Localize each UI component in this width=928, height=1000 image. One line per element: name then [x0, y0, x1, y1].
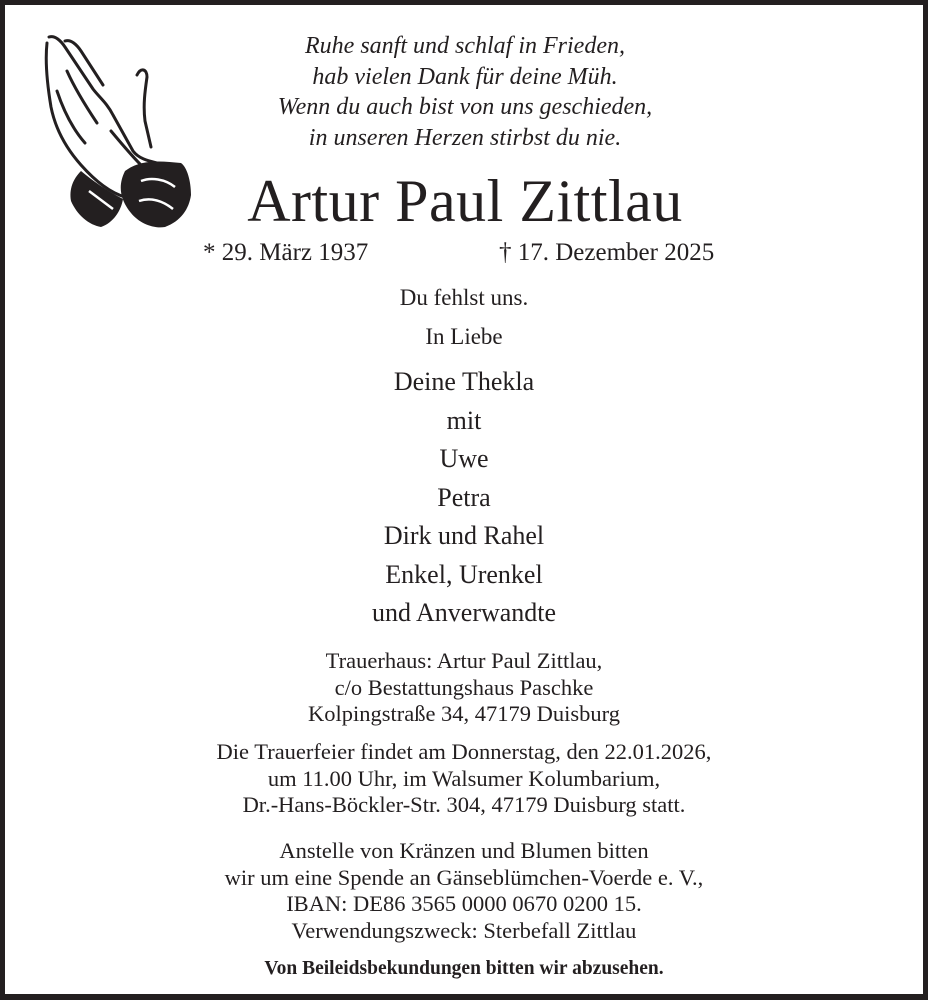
mourner: Enkel, Urenkel [385, 559, 543, 589]
funeral-ceremony-info [5, 739, 923, 819]
death-date: † 17. Dezember 2025 [499, 239, 715, 266]
donation-line: Verwendungszweck: Sterbefall Zittlau [291, 917, 637, 943]
donation-line: IBAN: DE86 3565 0000 0670 0200 15. [286, 891, 642, 916]
condolence-note: Von Beileidsbekundungen bitten wir abzusehen. [264, 958, 664, 979]
closing: In Liebe [425, 324, 503, 349]
donation-request [5, 838, 923, 944]
mourner: Dirk und Rahel [383, 521, 545, 550]
address-line: c/o Bestattungshaus Paschke [334, 674, 594, 700]
mourner: Petra [437, 482, 491, 512]
address-line: Trauerhaus: Artur Paul Zittlau, [325, 648, 603, 673]
mourning-house-address [5, 648, 923, 728]
poem-line: in unseren Herzen stirbst du nie. [308, 124, 622, 151]
address-line: Kolpingstraße 34, 47179 Duisburg [307, 701, 621, 726]
poem-line: hab vielen Dank für deine Müh. [312, 63, 618, 90]
message: Du fehlst uns. [399, 285, 529, 310]
ceremony-line: Die Trauerfeier findet am Donnerstag, den 22.01.2026, [216, 739, 712, 764]
ceremony-line: um 11.00 Uhr, im Walsumer Kolumbarium, [267, 765, 661, 791]
deceased-name: Artur Paul Zittlau [247, 168, 683, 234]
birth-date: * 29. März 1937 [203, 239, 369, 266]
mourner: mit [446, 405, 482, 435]
obituary-notice [5, 5, 923, 994]
donation-line: wir um eine Spende an Gänseblümchen-Voerde e. V., [224, 864, 704, 890]
mourner: Uwe [439, 444, 489, 473]
mourner: Deine Thekla [393, 367, 535, 396]
poem-line: Ruhe sanft und schlaf in Frieden, [305, 33, 625, 59]
ceremony-line: Dr.-Hans-Böckler-Str. 304, 47179 Duisburg statt. [242, 792, 686, 817]
mourner: und Anverwandte [371, 598, 557, 627]
mourners-list [5, 363, 923, 633]
donation-line: Anstelle von Kränzen und Blumen bitten [279, 838, 649, 863]
poem-line: Wenn du auch bist von uns geschieden, [277, 94, 653, 120]
memorial-poem [185, 31, 745, 153]
